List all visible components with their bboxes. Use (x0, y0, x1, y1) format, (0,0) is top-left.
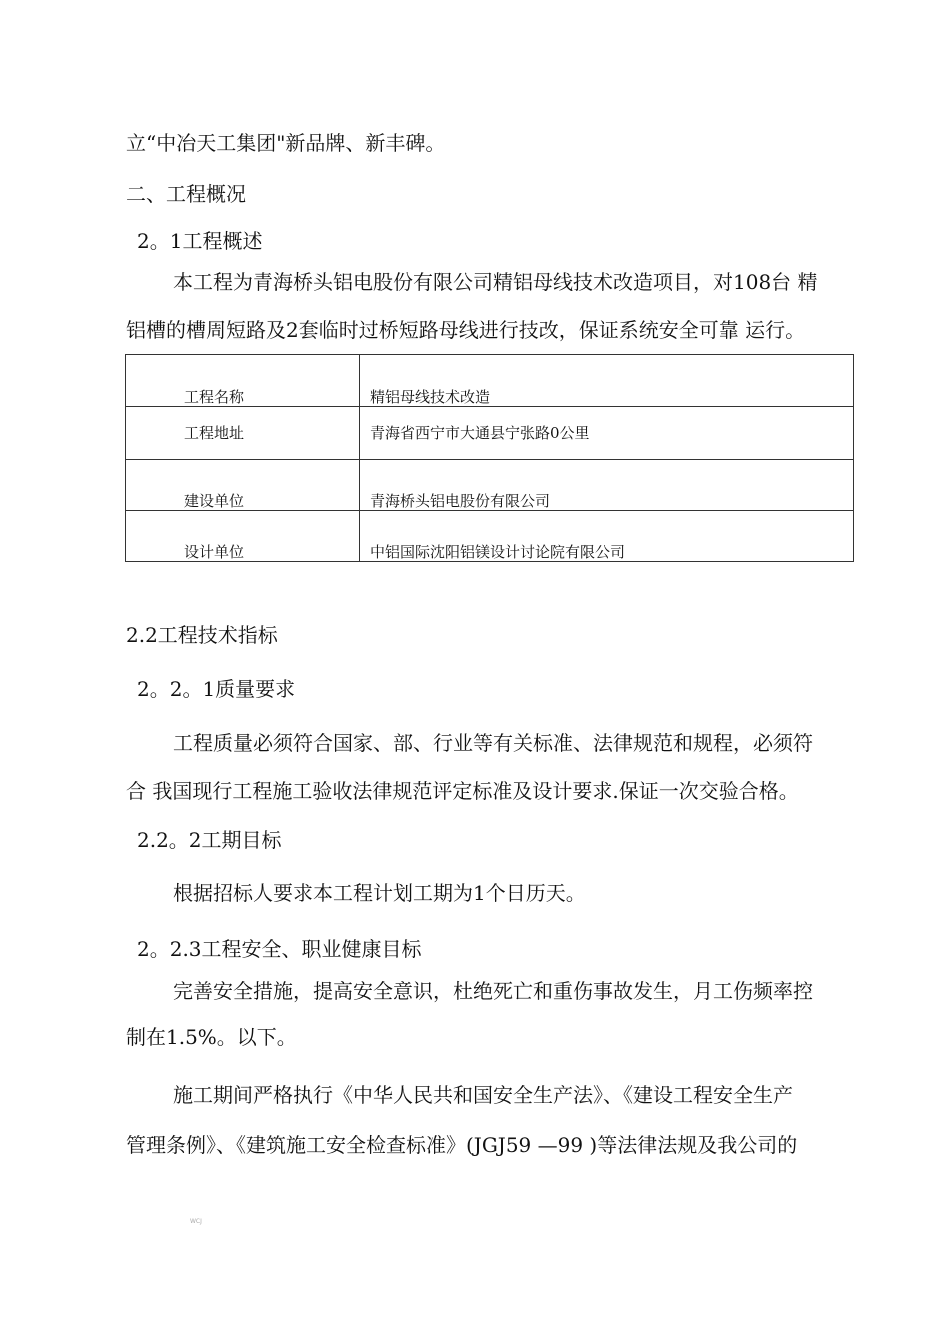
paragraph-line: 管理条例》、《建筑施工安全检查标准》(JGJ59 —99 )等法律法规及我公司的 (126, 1133, 798, 1157)
table-value-cell: 精铝母线技术改造 (360, 355, 854, 407)
table-label-cell: 工程地址 (126, 407, 360, 460)
subsection-heading: 2。1工程概述 (137, 229, 263, 253)
table-label-cell: 设计单位 (126, 511, 360, 562)
subsection-heading: 2。2.3工程安全、职业健康目标 (137, 937, 422, 961)
table-value-cell: 青海省西宁市大通县宁张路0公里 (360, 407, 854, 460)
table-label-cell: 建设单位 (126, 460, 360, 511)
subsection-heading: 2.2。2工期目标 (137, 828, 282, 852)
paragraph-line: 完善安全措施，提高安全意识，杜绝死亡和重伤事故发生，月工伤频率控 (173, 979, 813, 1003)
footer-mark: WCJ (190, 1218, 202, 1225)
table-value-cell: 青海桥头铝电股份有限公司 (360, 460, 854, 511)
subsection-heading: 2.2工程技术指标 (126, 623, 278, 647)
table-value-cell: 中铝国际沈阳铝镁设计讨论院有限公司 (360, 511, 854, 562)
subsection-heading: 2。2。1质量要求 (137, 677, 296, 701)
paragraph-line: 铝槽的槽周短路及2套临时过桥短路母线进行技改，保证系统安全可靠 运行。 (126, 318, 806, 342)
paragraph-line: 根据招标人要求本工程计划工期为1个日历天。 (173, 881, 586, 905)
section-heading: 二、工程概况 (126, 182, 246, 206)
paragraph-line: 立“中冶天工集团"新品牌、新丰碑。 (126, 131, 446, 155)
paragraph-line: 制在1.5%。以下。 (126, 1025, 297, 1049)
table-label-cell: 工程名称 (126, 355, 360, 407)
table-row (126, 355, 854, 407)
paragraph-line: 合 我国现行工程施工验收法律规范评定标准及设计要求.保证一次交验合格。 (126, 779, 799, 803)
project-info-table (125, 354, 854, 562)
table-row (126, 407, 854, 460)
table-row (126, 460, 854, 511)
table-row (126, 511, 854, 562)
paragraph-line: 工程质量必须符合国家、部、行业等有关标准、法律规范和规程，必须符 (173, 731, 813, 755)
paragraph-line: 本工程为青海桥头铝电股份有限公司精铝母线技术改造项目，对108台 精 (173, 270, 818, 294)
paragraph-line: 施工期间严格执行《中华人民共和国安全生产法》、《建设工程安全生产 (173, 1083, 793, 1107)
